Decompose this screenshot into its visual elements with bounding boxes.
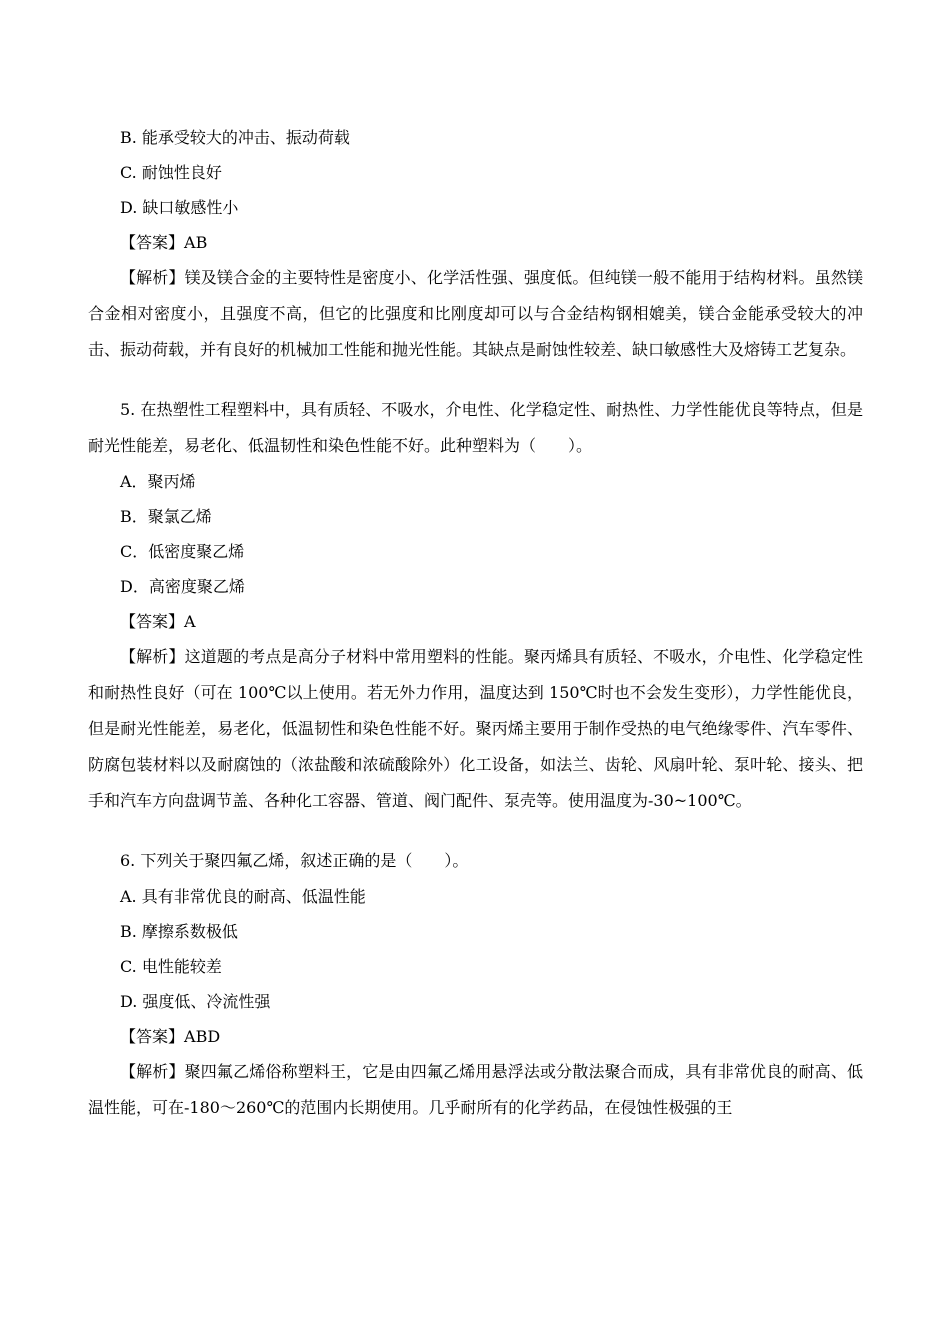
q5-answer: [88, 604, 863, 639]
q5-option-d: D．高密度聚乙烯: [120, 577, 245, 596]
q6-option-c: C. 电性能较差: [120, 957, 222, 976]
answer-label: 【答案】: [120, 1027, 185, 1046]
q6-option-b: B. 摩擦系数极低: [120, 922, 238, 941]
spacer: [88, 368, 863, 392]
analysis-label: 【解析】: [120, 1062, 185, 1081]
q6-question: 6. 下列关于聚四氟乙烯，叙述正确的是（ ）。: [120, 851, 469, 870]
q6-analysis: [88, 1054, 863, 1126]
q4-option-b: B. 能承受较大的冲击、振动荷载: [120, 128, 350, 147]
q4-option-c: C. 耐蚀性良好: [120, 163, 222, 182]
q6-option-d: D. 强度低、冷流性强: [120, 992, 271, 1011]
answer-value: A: [184, 612, 196, 631]
analysis-text: 镁及镁合金的主要特性是密度小、化学活性强、强度低。但纯镁一般不能用于结构材料。虽然镁合金相对密度小，且强度不高，但它的比强度和比刚度却可以与合金结构钢相媲美，镁合金能承受较大的冲击、振动荷载，并有良好的机械加工性能和抛光性能。其缺点是耐蚀性较差、缺口敏感性大及熔铸工艺复杂。: [88, 268, 863, 359]
analysis-text: 聚四氟乙烯俗称塑料王，它是由四氟乙烯用悬浮法或分散法聚合而成，具有非常优良的耐高、低温性能，可在-180～260℃的范围内长期使用。几乎耐所有的化学药品，在侵蚀性极强的王: [88, 1062, 863, 1117]
answer-label: 【答案】: [120, 233, 185, 252]
q5-option-c: C．低密度聚乙烯: [120, 542, 245, 561]
answer-label: 【答案】: [120, 612, 185, 631]
q4-analysis: [88, 260, 863, 368]
analysis-text: 这道题的考点是高分子材料中常用塑料的性能。聚丙烯具有质轻、不吸水，介电性、化学稳定性和耐热性良好（可在 100℃以上使用。若无外力作用，温度达到 150℃时也不会发生变形），力学性能优良，但是耐光性能差，易老化，低温韧性和染色性能不好。聚丙烯主要用于制作受热的电气绝缘零件、汽车零件、防腐包装材料以及耐腐蚀的（浓盐酸和浓硫酸除外）化工设备，如法兰、齿轮、风扇叶轮、泵叶轮、接头、把手和汽车方向盘调节盖、各种化工容器、管道、阀门配件、泵壳等。使用温度为-30~100℃。: [88, 647, 863, 810]
q5-analysis: [88, 639, 863, 819]
q4-option-d: D. 缺口敏感性小: [120, 198, 239, 217]
q5-question: 5. 在热塑性工程塑料中，具有质轻、不吸水，介电性、化学稳定性、耐热性、力学性能优良等特点，但是耐光性能差，易老化、低温韧性和染色性能不好。此种塑料为（ ）。: [88, 400, 863, 455]
q4-answer: [88, 225, 863, 260]
q5-option-a: A．聚丙烯: [120, 472, 196, 491]
document-page: [88, 120, 863, 1126]
analysis-label: 【解析】: [120, 268, 185, 287]
q6-answer: [88, 1019, 863, 1054]
q5-option-b: B．聚氯乙烯: [120, 507, 212, 526]
analysis-label: 【解析】: [120, 647, 185, 666]
answer-value: AB: [184, 233, 208, 252]
answer-value: ABD: [184, 1027, 221, 1046]
q6-option-a: A. 具有非常优良的耐高、低温性能: [120, 887, 366, 906]
spacer: [88, 819, 863, 843]
